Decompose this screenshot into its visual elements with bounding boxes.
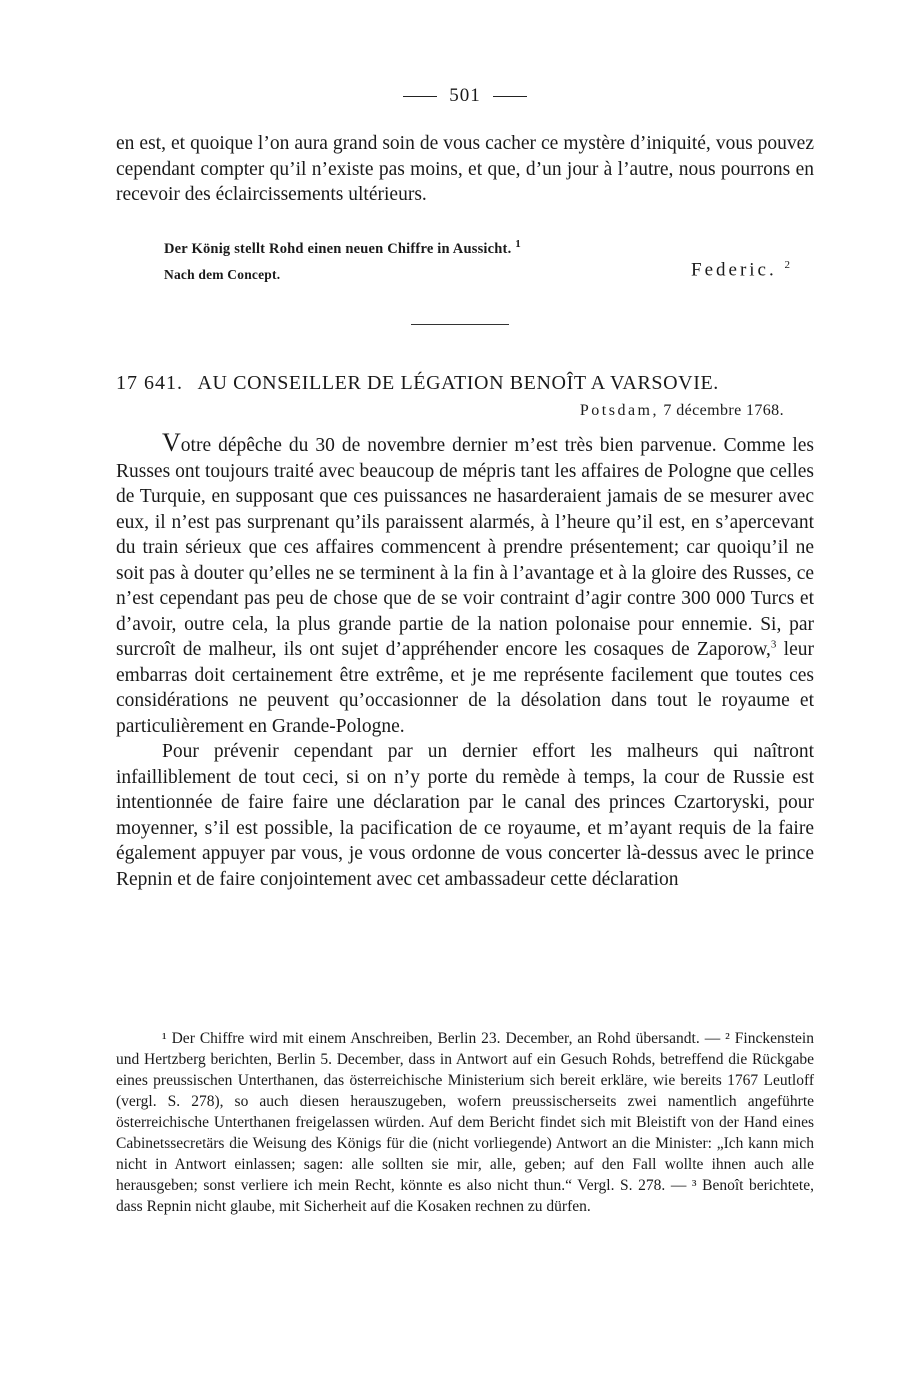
header-rule-right	[493, 96, 527, 97]
summary-note-ref: 1	[515, 238, 521, 251]
drop-cap: V	[162, 428, 181, 457]
signature	[691, 259, 790, 281]
signature-text: Federic.	[691, 259, 777, 281]
continued-text: en est, et quoique l’on aura grand soin de vous cacher ce mystère d’iniquité, vous pouvez cependant compter qu’il n’existe pas moins, et que, d’un jour à l’autre, nous pourrons en recevoir des éclaircissements ultérieurs.	[116, 133, 814, 205]
letter-dateline	[580, 402, 784, 420]
summary-note-text: Der König stellt Rohd einen neuen Chiffre in Aussicht.	[164, 241, 512, 257]
section-divider	[411, 324, 509, 325]
summary-note	[164, 238, 521, 258]
footnote-ref-3: 3	[770, 638, 777, 651]
letter-date: 7 décembre 1768.	[663, 402, 784, 419]
paragraph-1-end: leur embarras doit certainement être extrême, et je me représente facilement que toutes ces considérations ne peuvent qu’occasionner de la désolation dans tout le royaume et particulièrement en Grande-Pologne.	[116, 639, 814, 737]
signature-ref: 2	[784, 259, 790, 271]
letter-number: 17 641.	[116, 372, 183, 394]
letter-place: Potsdam,	[579, 402, 659, 419]
header-rule-left	[403, 96, 437, 97]
page-header	[116, 85, 814, 107]
source-note: Nach dem Concept.	[164, 267, 281, 282]
footnotes	[116, 1028, 814, 1217]
letter-body	[116, 430, 814, 892]
paragraph-1-start: otre dépêche du 30 de novembre dernier m’est très bien parvenue. Comme les Russes ont toujours traité avec beaucoup de mépris tant les affaires de Pologne que celles de Turquie, en supposant que ces puissances ne hasarderaient jamais de se mesurer avec eux, il n’est pas surprenant qu’ils paraissent alarmés, à l’heure qu’il est, en s’apercevant du train sérieux que ces affaires commencent à prendre présentement; car quoiqu’il ne soit pas à douter qu’elles ne se terminent à la fin à l’avantage et à la gloire des Russes, ce n’est cependant pas peu de chose que de se voir contraint d’agir contre 300 000 Turcs et d’avoir, outre cela, la plus grande partie de la nation polonaise pour ennemie. Si, par surcroît de malheur, ils ont sujet d’appréhender encore les cosaques de Zaporow,	[116, 435, 814, 660]
letter-paragraph-1	[116, 430, 814, 739]
letter-title: AU CONSEILLER DE LÉGATION BENOÎT A VARSOVIE.	[197, 372, 719, 394]
footnote-text: ¹ Der Chiffre wird mit einem Anschreiben, Berlin 23. December, an Rohd übersandt. — ² Finckenstein und Hertzberg berichten, Berlin 5. December, dass in Antwort auf ein Gesuch Rohds, betreffend die Rückgabe eines preussischen Unterthanen, das österreichische Ministerium sich bereit erkläre, wie bereits 1767 Leutloff (vergl. S. 278), so auch diesen herauszugeben, wofern preussischerseits zwei namentlich angeführte österreichische Unterthanen freigelassen würden. Auf dem Bericht findet sich mit Bleistift von der Hand eines Cabinetssecretärs die Weisung des Königs für die (nicht vorliegende) Antwort an die Minister: „Ich kann mich nicht in Antwort einlassen; sagen: alle sollten sie mir, alle, geben; auf den Fall wollte ihnen auch alle herausgeben; sonst verliere ich mein Recht, könnte es also nicht thun.“ Vergl. S. 278. — ³ Benoît berichtete, dass Repnin nicht glaube, mit Sicherheit auf die Kosaken rechnen zu dürfen.	[116, 1030, 814, 1215]
letter-heading	[116, 372, 814, 395]
page-number: 501	[449, 85, 481, 106]
letter-paragraph-2: Pour prévenir cependant par un dernier effort les malheurs qui naîtront infailliblement de tout ceci, si on n’y porte du remède à temps, la cour de Russie est intentionnée de faire faire une déclaration par le canal des princes Czartoryski, pour moyenner, s’il est possible, la pacification de ce royaume, et m’ayant requis de la faire également appuyer par vous, je vous ordonne de vous concerter là-dessus avec le prince Repnin et de faire conjointement avec cet ambassadeur cette déclaration	[116, 741, 814, 890]
